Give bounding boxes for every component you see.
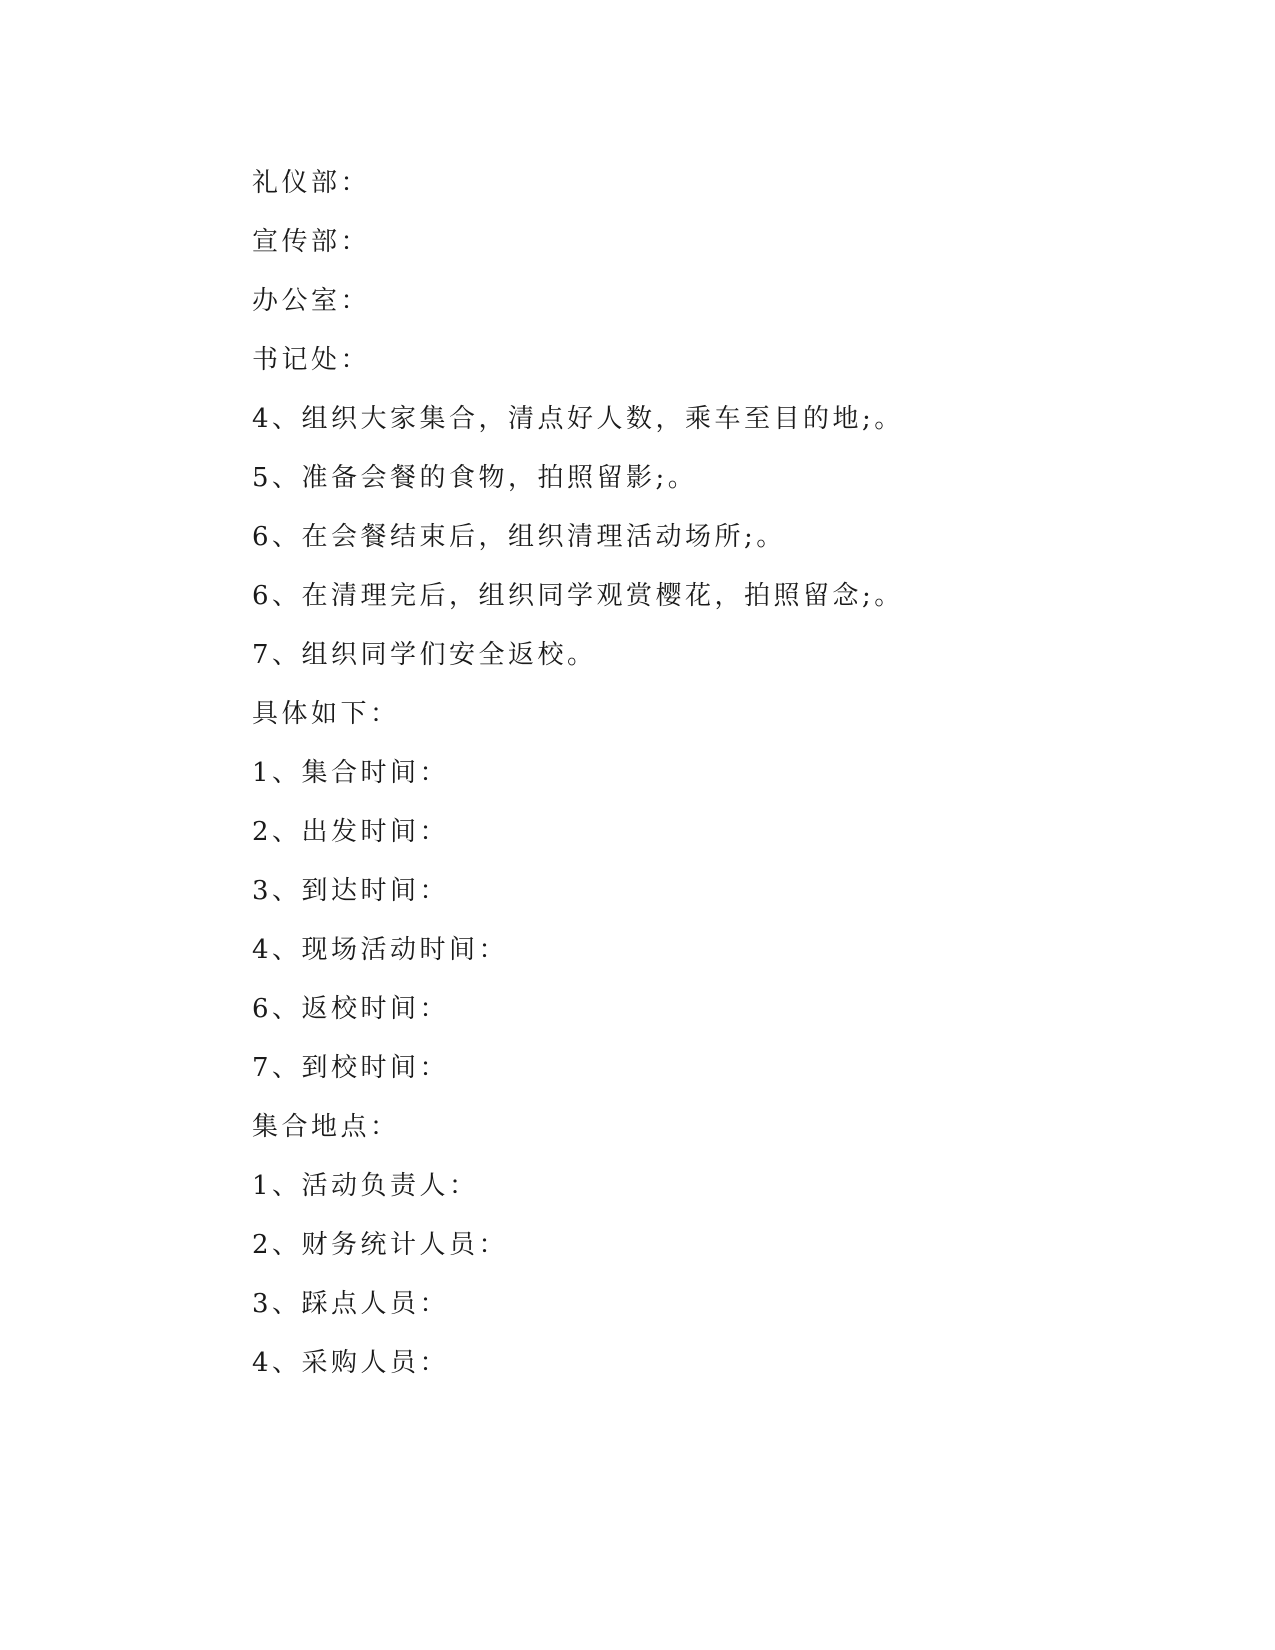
text-line-activity-time: 4、现场活动时间： — [252, 935, 509, 965]
text-line-publicity-dept: 宣传部： — [252, 227, 371, 257]
text-line-step-4-gather: 4、组织大家集合，清点好人数，乘车至目的地;。 — [252, 404, 904, 434]
text-line-step-5-food: 5、准备会餐的食物，拍照留影;。 — [252, 463, 698, 493]
text-line-departure-time: 2、出发时间： — [252, 817, 450, 847]
text-line-arrival-time: 3、到达时间： — [252, 876, 450, 906]
document-body — [252, 158, 1152, 1397]
text-line-return-time: 6、返校时间： — [252, 994, 450, 1024]
text-line-step-6-cleanup: 6、在会餐结束后，组织清理活动场所;。 — [252, 522, 786, 552]
text-line-secretariat: 书记处： — [252, 345, 371, 375]
text-line-office: 办公室： — [252, 286, 371, 316]
text-line-etiquette-dept: 礼仪部： — [252, 168, 371, 198]
text-line-back-at-school-time: 7、到校时间： — [252, 1053, 450, 1083]
text-line-scouting-staff: 3、踩点人员： — [252, 1289, 450, 1319]
text-line-step-6-cherry-blossoms: 6、在清理完后，组织同学观赏樱花，拍照留念;。 — [252, 581, 904, 611]
text-line-details-heading: 具体如下： — [252, 699, 400, 729]
text-line-finance-staff: 2、财务统计人员： — [252, 1230, 509, 1260]
text-line-purchasing-staff: 4、采购人员： — [252, 1348, 450, 1378]
text-line-gather-time: 1、集合时间： — [252, 758, 450, 788]
text-line-gathering-place: 集合地点： — [252, 1112, 400, 1142]
text-line-activity-leader: 1、活动负责人： — [252, 1171, 479, 1201]
text-line-step-7-return: 7、组织同学们安全返校。 — [252, 640, 597, 670]
